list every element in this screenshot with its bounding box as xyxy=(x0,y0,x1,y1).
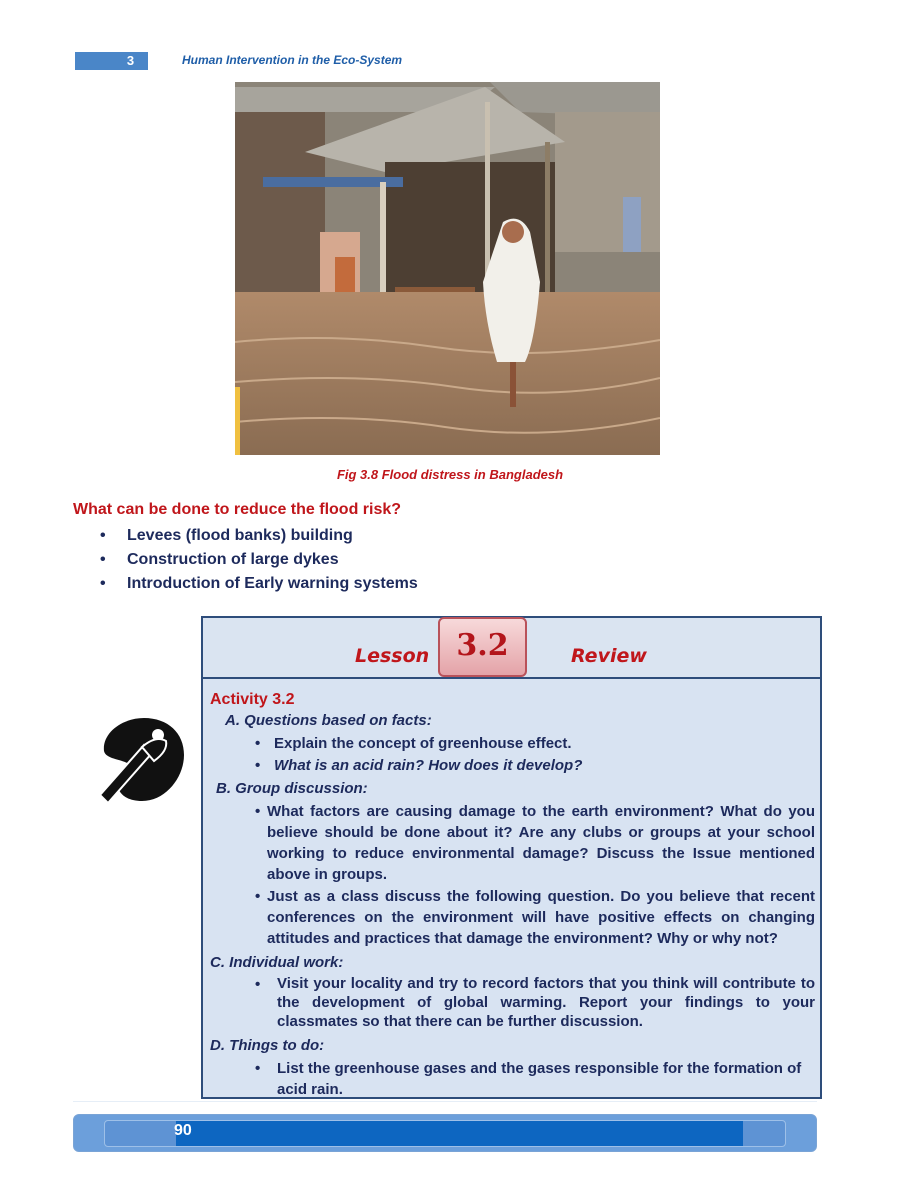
section-b-title: B. Group discussion: xyxy=(216,780,368,797)
running-title: Human Intervention in the Eco-System xyxy=(182,53,403,67)
footer-divider xyxy=(73,1101,817,1102)
section-c-item-1: Visit your locality and try to record factors that you think will contribute to the development of global warming. Report your findings to your classmates so that there can be further discussion. xyxy=(277,975,815,1030)
section-d-title: D. Things to do: xyxy=(210,1037,325,1054)
activity-title: Activity 3.2 xyxy=(210,691,295,708)
flood-question-heading: What can be done to reduce the flood risk? xyxy=(73,501,402,518)
bullet-icon: • xyxy=(255,803,261,820)
section-a-item-1: Explain the concept of greenhouse effect. xyxy=(274,735,572,752)
chapter-number: 3 xyxy=(126,53,135,68)
section-a-title: A. Questions based on facts: xyxy=(225,712,432,729)
section-a-item-2: What is an acid rain? How does it develop? xyxy=(274,757,583,774)
chapter-number-tab xyxy=(75,52,148,70)
bullet-icon: • xyxy=(255,757,261,774)
section-c-title: C. Individual work: xyxy=(210,954,344,971)
bullet-icon: • xyxy=(255,888,261,905)
lesson-review-header xyxy=(203,618,820,679)
list-item: • Construction of large dykes xyxy=(100,549,418,573)
flood-photo xyxy=(235,82,660,455)
bullet-icon: • xyxy=(255,1060,261,1077)
section-d-item-1: List the greenhouse gases and the gases responsible for the formation of acid rain. xyxy=(277,1060,802,1098)
bullet-icon: • xyxy=(255,976,261,993)
footer-fill xyxy=(176,1121,743,1146)
section-b-item-2: Just as a class discuss the following question. Do you believe that recent conferences on the environment will have positive effects on changing attitudes and practices that damage the environment? Why or why not? xyxy=(267,888,815,947)
bullet-icon: • xyxy=(255,735,261,752)
flood-measures-list xyxy=(100,525,418,597)
section-b-item-1: What factors are causing damage to the earth environment? What do you believe should be done about it? Are any clubs or groups at your school working to reduce environmental damage? Discuss the Issue mentioned above in groups. xyxy=(267,803,815,883)
lesson-review-box xyxy=(201,616,822,1099)
list-item: • Levees (flood banks) building xyxy=(100,525,418,549)
list-item: • Introduction of Early warning systems xyxy=(100,573,418,597)
lesson-number-badge: 3.2 xyxy=(438,617,527,677)
review-label: Review xyxy=(571,645,647,667)
lesson-label: Lesson xyxy=(355,645,430,667)
page-number: 90 xyxy=(174,1122,192,1139)
palette-brush-icon xyxy=(96,715,186,805)
footer-inner xyxy=(104,1120,786,1147)
figure-caption: Fig 3.8 Flood distress in Bangladesh xyxy=(336,467,564,482)
